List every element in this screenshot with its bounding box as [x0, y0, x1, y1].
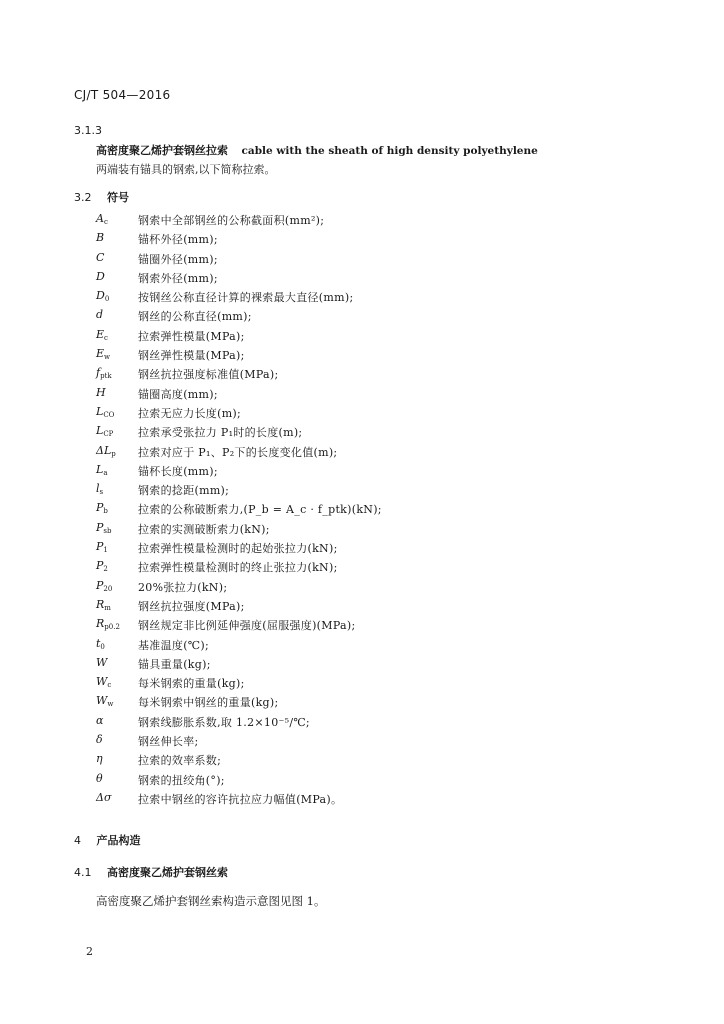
symbol-base: D — [96, 289, 105, 303]
symbol-row — [96, 386, 656, 405]
symbol-subscript: CP — [103, 430, 114, 439]
symbol-row — [96, 482, 656, 501]
symbol-row — [96, 328, 656, 347]
symbol-subscript: c — [104, 333, 108, 342]
symbol-subscript: 20 — [103, 584, 113, 593]
symbol-base: L — [96, 462, 104, 476]
symbol-row — [96, 772, 656, 791]
symbol-base: l — [96, 482, 100, 496]
section-heading-3-2 — [74, 189, 129, 205]
symbol-row — [96, 598, 656, 617]
symbol-base: θ — [96, 771, 103, 785]
symbol-notation — [96, 405, 114, 419]
symbol-subscript: w — [107, 700, 114, 709]
symbol-base: B — [96, 231, 105, 245]
symbol-row — [96, 733, 656, 752]
section-number: 4.1 — [74, 866, 92, 879]
symbol-description: 拉索弹性模量检测时的起始张拉力(kN); — [138, 542, 338, 556]
symbol-base: η — [96, 752, 103, 766]
symbol-subscript: a — [103, 468, 108, 477]
symbol-base: E — [96, 327, 105, 341]
symbol-row — [96, 694, 656, 713]
page-number: 2 — [86, 945, 93, 958]
symbol-row — [96, 637, 656, 656]
symbol-description: 钢丝的公称直径(mm); — [138, 310, 252, 324]
symbol-row — [96, 444, 656, 463]
section-title: 符号 — [107, 191, 129, 204]
symbol-notation — [96, 617, 120, 631]
section-number: 3.2 — [74, 191, 92, 204]
symbol-base: H — [96, 385, 106, 399]
symbol-notation — [96, 386, 106, 399]
symbol-description: 按钢丝公称直径计算的裸索最大直径(mm); — [138, 291, 354, 305]
symbol-base: D — [96, 269, 105, 283]
symbol-description: 锚杯长度(mm); — [138, 464, 218, 478]
symbol-notation — [96, 328, 108, 342]
symbol-row — [96, 540, 656, 559]
symbol-subscript: 0 — [100, 642, 105, 651]
symbol-description: 钢索的扭绞角(°); — [138, 773, 225, 787]
symbol-subscript: c — [103, 218, 108, 226]
symbol-row — [96, 675, 656, 694]
symbol-base: P — [96, 501, 104, 515]
symbol-notation — [96, 714, 103, 727]
symbol-subscript: 1 — [103, 546, 108, 555]
symbol-base: f — [96, 366, 101, 380]
symbol-row — [96, 521, 656, 540]
symbol-description: 20%张拉力(kN); — [138, 580, 228, 594]
symbol-notation — [96, 482, 103, 496]
symbol-subscript: w — [104, 353, 111, 362]
symbol-notation — [96, 521, 111, 535]
symbol-description: 拉索弹性模量检测时的终止张拉力(kN); — [138, 561, 338, 575]
symbol-base: W — [96, 675, 108, 689]
symbol-notation — [96, 270, 105, 283]
symbol-description: 拉索承受张拉力 P₁时的长度(m); — [138, 426, 303, 440]
symbol-row — [96, 424, 656, 443]
symbol-base: R — [96, 597, 105, 611]
symbol-subscript: 2 — [103, 565, 108, 574]
section-body-text: 高密度聚乙烯护套钢丝索构造示意图见图 1。 — [96, 894, 326, 908]
section-heading-4-1 — [74, 864, 228, 880]
symbol-description: 基准温度(℃); — [138, 638, 209, 652]
symbol-base: R — [96, 617, 105, 631]
symbol-subscript: 0 — [104, 295, 110, 304]
symbol-notation — [96, 791, 111, 804]
symbol-base: P — [96, 578, 104, 592]
symbol-notation — [96, 656, 107, 669]
standard-number: CJ/T 504—2016 — [74, 88, 171, 102]
symbol-base: Δσ — [96, 790, 112, 804]
symbol-row — [96, 231, 656, 250]
term-chinese: 高密度聚乙烯护套钢丝拉索 — [96, 144, 228, 157]
symbol-base: W — [96, 694, 108, 708]
symbol-row — [96, 212, 656, 231]
symbol-notation — [96, 772, 103, 785]
symbol-row — [96, 791, 656, 810]
symbol-notation — [96, 289, 109, 303]
symbol-base: W — [96, 655, 108, 669]
symbol-notation — [96, 231, 104, 244]
symbol-base: P — [96, 559, 104, 573]
section-title: 高密度聚乙烯护套钢丝索 — [107, 866, 228, 879]
symbol-description: 拉索中钢丝的容许抗拉应力幅值(MPa)。 — [138, 792, 343, 806]
symbol-description: 每米钢索中钢丝的重量(kg); — [138, 696, 279, 710]
symbol-row — [96, 270, 656, 289]
symbol-description: 钢丝规定非比例延伸强度(屈服强度)(MPa); — [138, 619, 356, 633]
symbol-notation — [96, 251, 104, 264]
symbol-base: α — [96, 713, 104, 727]
symbol-row — [96, 579, 656, 598]
symbol-description: 钢丝抗拉强度标准值(MPa); — [138, 368, 279, 382]
symbol-description: 钢索外径(mm); — [138, 271, 218, 285]
term-english: cable with the sheath of high density polyethylene — [241, 145, 538, 157]
symbol-base: P — [96, 520, 104, 534]
symbol-subscript: p0.2 — [104, 623, 120, 632]
symbol-description: 钢丝伸长率; — [138, 735, 199, 749]
symbol-notation — [96, 733, 103, 746]
symbol-notation — [96, 598, 111, 612]
symbol-row — [96, 366, 656, 385]
symbol-description: 拉索的公称破断索力,(P_b = A_c · f_ptk)(kN); — [138, 503, 382, 517]
symbol-subscript: m — [104, 603, 111, 612]
symbol-row — [96, 714, 656, 733]
symbol-description: 拉索对应于 P₁、P₂下的长度变化值(m); — [138, 445, 338, 459]
symbol-notation — [96, 347, 110, 361]
section-title: 产品构造 — [96, 834, 141, 847]
symbol-subscript: b — [103, 507, 108, 516]
symbol-notation — [96, 366, 112, 380]
section-number: 4 — [74, 834, 81, 847]
symbol-notation — [96, 212, 108, 226]
symbol-row — [96, 617, 656, 636]
symbol-row — [96, 251, 656, 270]
symbol-description: 锚杯外径(mm); — [138, 233, 218, 247]
symbol-notation — [96, 752, 103, 765]
symbol-description: 拉索的效率系数; — [138, 754, 222, 768]
symbol-notation — [96, 463, 108, 477]
symbol-notation — [96, 637, 105, 651]
symbol-notation — [96, 424, 113, 438]
symbol-row — [96, 405, 656, 424]
symbol-subscript: p — [111, 449, 116, 458]
symbol-row — [96, 289, 656, 308]
symbol-subscript: ptk — [100, 372, 112, 381]
symbol-notation — [96, 579, 112, 593]
symbol-base: t — [96, 636, 101, 650]
symbol-row — [96, 463, 656, 482]
symbol-notation — [96, 444, 116, 458]
symbol-description: 拉索弹性模量(MPa); — [138, 329, 245, 343]
symbol-base: L — [96, 404, 104, 418]
symbol-description: 锚圈外径(mm); — [138, 252, 218, 266]
symbol-notation — [96, 501, 108, 515]
symbol-description: 钢索线膨胀系数,取 1.2×10⁻⁵/℃; — [138, 715, 310, 729]
symbol-description: 钢索的捻距(mm); — [138, 484, 230, 498]
symbol-description: 钢丝抗拉强度(MPa); — [138, 599, 245, 613]
symbol-description: 每米钢索的重量(kg); — [138, 677, 245, 691]
symbol-row — [96, 308, 656, 327]
clause-number-3-1-3: 3.1.3 — [74, 124, 102, 137]
symbol-description: 拉索无应力长度(m); — [138, 406, 242, 420]
symbol-base: E — [96, 347, 105, 361]
symbol-description: 钢丝弹性模量(MPa); — [138, 349, 245, 363]
symbol-base: ΔL — [96, 443, 112, 457]
symbol-row — [96, 752, 656, 771]
symbol-description: 拉索的实测破断索力(kN); — [138, 522, 270, 536]
symbol-notation — [96, 675, 111, 689]
symbol-description: 钢索中全部钢丝的公称截面积(mm²); — [138, 214, 325, 227]
symbol-subscript: CO — [103, 410, 115, 419]
symbol-base: δ — [96, 733, 103, 747]
symbol-subscript: c — [107, 681, 112, 690]
symbol-base: C — [96, 250, 105, 264]
symbol-row — [96, 347, 656, 366]
symbol-notation — [96, 540, 108, 554]
symbol-row — [96, 656, 656, 675]
term-definition: 两端装有锚具的钢索,以下简称拉索。 — [96, 163, 276, 176]
symbol-notation — [96, 559, 108, 573]
symbol-row — [96, 559, 656, 578]
symbol-notation — [96, 308, 103, 321]
symbol-base: d — [96, 308, 104, 322]
symbol-list — [96, 212, 656, 810]
symbol-base: L — [96, 424, 104, 438]
symbol-subscript: s — [99, 488, 104, 497]
symbol-description: 锚具重量(kg); — [138, 657, 211, 671]
symbol-subscript: sb — [103, 526, 112, 535]
term-heading — [96, 142, 538, 158]
symbol-base: P — [96, 540, 104, 554]
symbol-row — [96, 501, 656, 520]
symbol-base: A — [96, 212, 104, 225]
symbol-notation — [96, 694, 113, 708]
symbol-description: 锚圈高度(mm); — [138, 387, 218, 401]
section-heading-4 — [74, 832, 141, 848]
